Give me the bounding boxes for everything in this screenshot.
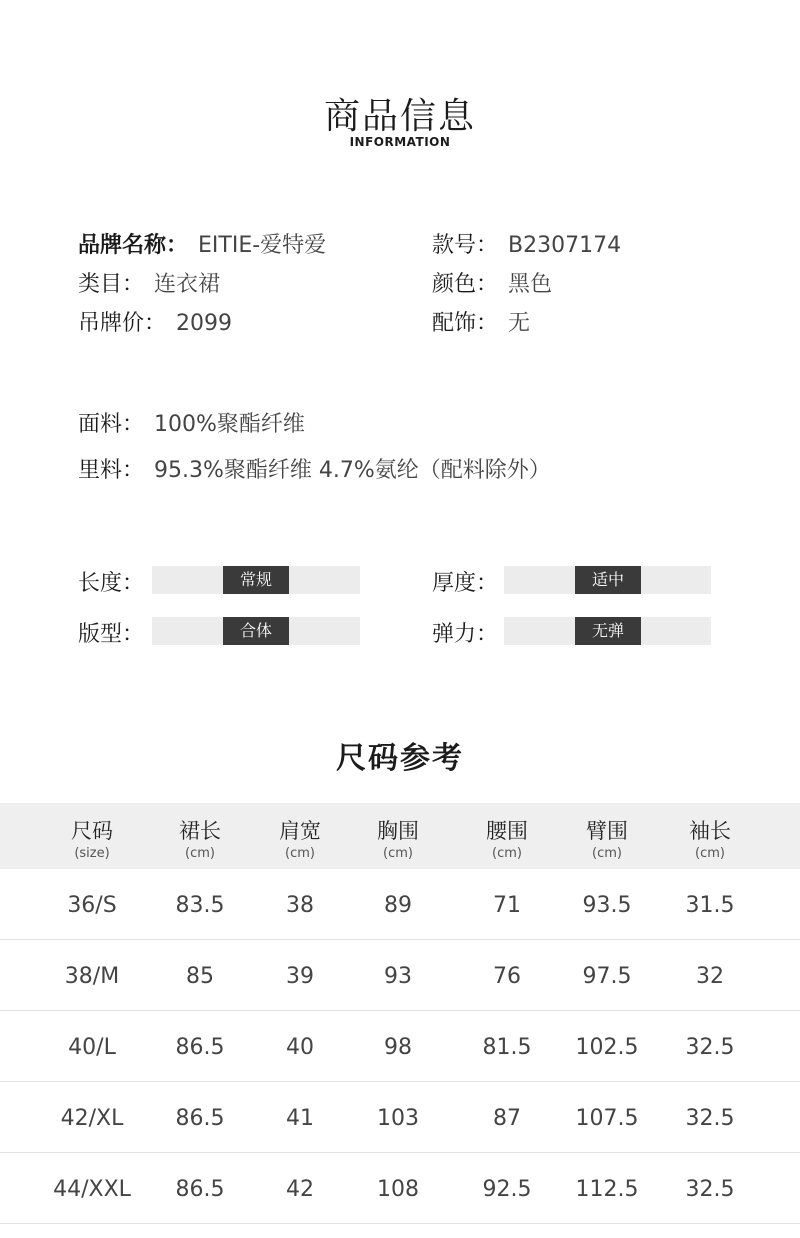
table-cell: 112.5 [575, 1177, 639, 1202]
column-header [457, 803, 557, 861]
thickness-tag: 适中 [575, 566, 641, 594]
table-cell: 44/XXL [53, 1177, 131, 1202]
table-cell: 39 [286, 964, 314, 989]
column-header-name: 尺码 [71, 819, 113, 843]
table-cell: 76 [493, 964, 521, 989]
table-cell: 85 [186, 964, 214, 989]
length-scale [152, 566, 360, 594]
thickness-label: 厚度： [432, 571, 499, 596]
price-value: 2099 [176, 311, 233, 336]
outer-fabric-label: 面料： [78, 412, 145, 437]
table-row [0, 1082, 800, 1153]
column-header [250, 803, 350, 861]
outer-fabric-value: 100%聚酯纤维 [154, 412, 305, 437]
column-header-unit: (cm) [285, 846, 315, 861]
table-cell: 93.5 [582, 893, 632, 918]
length-tag: 常规 [223, 566, 289, 594]
column-header-name: 臂围 [586, 819, 628, 843]
thickness-scale [504, 566, 711, 594]
table-cell: 32.5 [685, 1177, 735, 1202]
page-subtitle: INFORMATION [349, 135, 451, 149]
column-header [557, 803, 657, 861]
column-header-unit: (cm) [492, 846, 522, 861]
table-cell: 97.5 [582, 964, 632, 989]
table-cell: 42 [286, 1177, 314, 1202]
lining-fabric-row [78, 453, 551, 484]
table-cell: 86.5 [175, 1035, 225, 1060]
table-cell: 40/L [68, 1035, 116, 1060]
category-label: 类目： [78, 272, 145, 297]
table-cell: 31.5 [685, 893, 735, 918]
table-cell: 38 [286, 893, 314, 918]
elasticity-tag: 无弹 [575, 617, 641, 645]
fit-scale [152, 617, 360, 645]
column-header-name: 袖长 [689, 819, 731, 843]
column-header [660, 803, 760, 861]
style-value: B2307174 [508, 233, 622, 258]
table-cell: 93 [384, 964, 412, 989]
table-cell: 107.5 [575, 1106, 639, 1131]
column-header-name: 裙长 [179, 819, 221, 843]
table-cell: 38/M [64, 964, 120, 989]
color-value: 黑色 [508, 272, 553, 297]
category-row [78, 267, 220, 298]
table-cell: 87 [493, 1106, 521, 1131]
column-header-unit: (cm) [592, 846, 622, 861]
color-row [432, 267, 552, 298]
table-row [0, 940, 800, 1011]
brand-row [78, 228, 326, 259]
fit-tag: 合体 [223, 617, 289, 645]
category-value: 连衣裙 [154, 272, 221, 297]
table-cell: 41 [286, 1106, 314, 1131]
size-table-header [0, 803, 800, 869]
column-header-name: 胸围 [377, 819, 419, 843]
table-cell: 89 [384, 893, 412, 918]
table-cell: 86.5 [175, 1106, 225, 1131]
table-cell: 103 [377, 1106, 419, 1131]
table-row [0, 1153, 800, 1224]
table-row [0, 1011, 800, 1082]
size-chart-title: 尺码参考 [336, 741, 464, 776]
column-header-unit: (cm) [383, 846, 413, 861]
elasticity-scale [504, 617, 711, 645]
style-label: 款号： [432, 233, 499, 258]
column-header-unit: (size) [74, 846, 110, 861]
accessory-row [432, 306, 530, 337]
price-label: 吊牌价： [78, 311, 167, 336]
table-cell: 71 [493, 893, 521, 918]
column-header [348, 803, 448, 861]
column-header-unit: (cm) [695, 846, 725, 861]
table-cell: 32 [696, 964, 724, 989]
table-cell: 40 [286, 1035, 314, 1060]
accessory-value: 无 [508, 311, 531, 336]
table-cell: 92.5 [482, 1177, 532, 1202]
table-row [0, 869, 800, 940]
elasticity-label: 弹力： [432, 622, 499, 647]
fit-label: 版型： [78, 622, 145, 647]
length-label: 长度： [78, 571, 145, 596]
table-cell: 32.5 [685, 1035, 735, 1060]
style-row [432, 228, 621, 259]
color-label: 颜色： [432, 272, 499, 297]
brand-label: 品牌名称： [78, 233, 189, 258]
column-header [42, 803, 142, 861]
table-cell: 86.5 [175, 1177, 225, 1202]
column-header [150, 803, 250, 861]
table-cell: 81.5 [482, 1035, 532, 1060]
table-cell: 102.5 [575, 1035, 639, 1060]
accessory-label: 配饰： [432, 311, 499, 336]
column-header-name: 腰围 [486, 819, 528, 843]
price-row [78, 306, 232, 337]
table-cell: 36/S [67, 893, 117, 918]
column-header-name: 肩宽 [279, 819, 321, 843]
outer-fabric-row [78, 407, 305, 438]
table-cell: 42/XL [60, 1106, 124, 1131]
size-table [0, 869, 800, 1229]
table-cell: 32.5 [685, 1106, 735, 1131]
table-cell: 108 [377, 1177, 419, 1202]
brand-value: EITIE-爱特爱 [198, 233, 327, 258]
page-title: 商品信息 [323, 96, 476, 137]
column-header-unit: (cm) [185, 846, 215, 861]
table-cell: 98 [384, 1035, 412, 1060]
lining-fabric-value: 95.3%聚酯纤维 4.7%氨纶（配料除外） [154, 458, 551, 483]
lining-fabric-label: 里料： [78, 458, 145, 483]
table-cell: 83.5 [175, 893, 225, 918]
